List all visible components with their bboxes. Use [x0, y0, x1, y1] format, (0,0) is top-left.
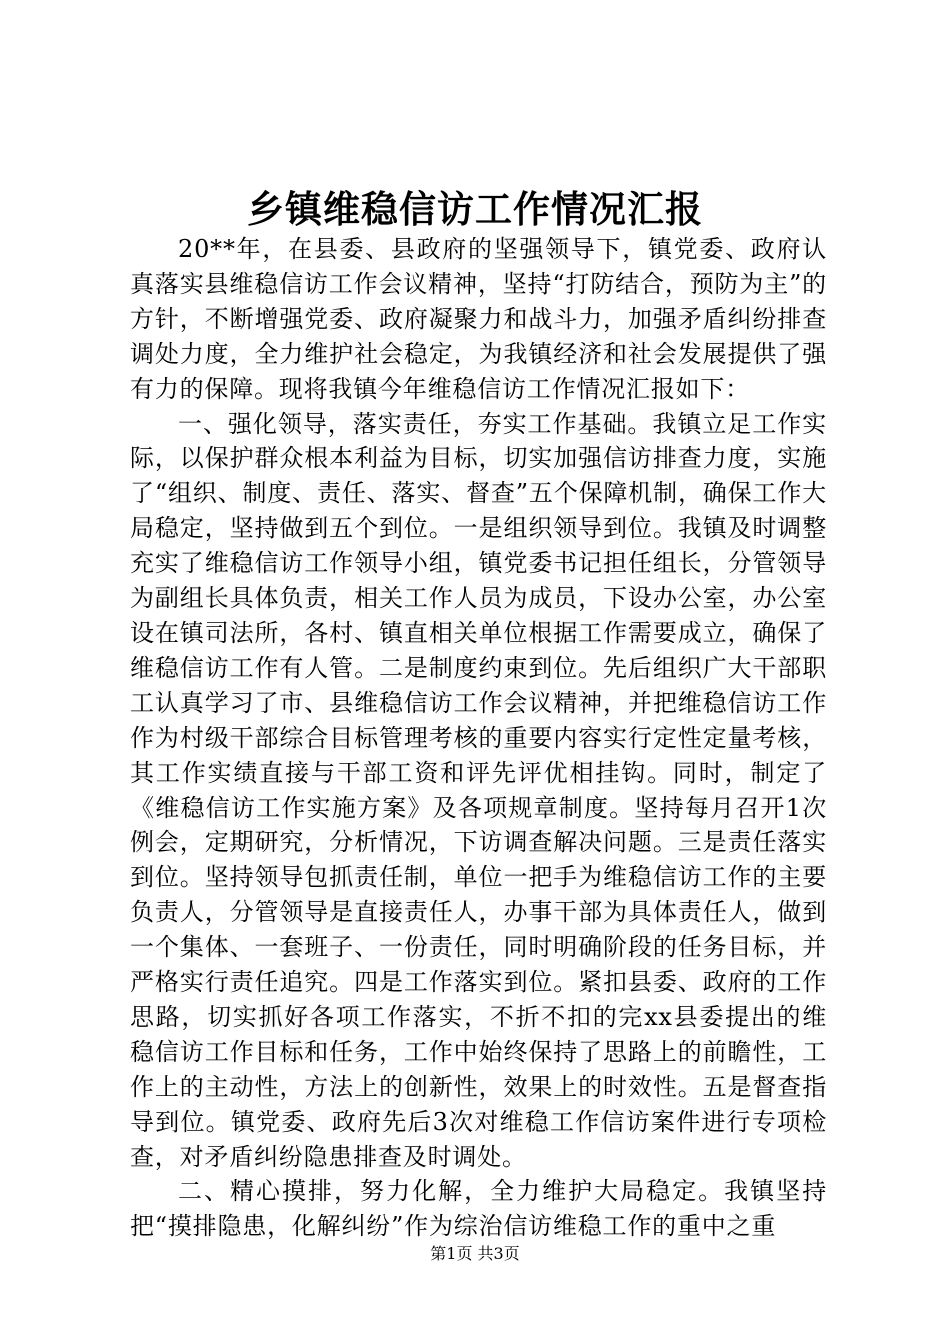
paragraph-section-2: 二、精心摸排，努力化解，全力维护大局稳定。我镇坚持把“摸排隐患，化解纠纷”作为综治信访维稳工作的重中之重 — [130, 1177, 827, 1241]
paragraph-intro: 20**年，在县委、县政府的坚强领导下，镇党委、政府认真落实县维稳信访工作会议精神，坚持“打防结合，预防为主”的方针，不断增强党委、政府凝聚力和战斗力，加强矛盾纠纷排查调处力度，全力维护社会稳定，为我镇经济和社会发展提供了强有力的保障。现将我镇今年维稳信访工作情况汇报如下： — [130, 235, 827, 403]
document-title: 乡镇维稳信访工作情况汇报 — [247, 187, 703, 231]
document-body — [130, 232, 827, 1244]
paragraph-section-1: 一、强化领导，落实责任，夯实工作基础。我镇立足工作实际，以保护群众根本利益为目标，切实加强信访排查力度，实施了“组织、制度、责任、落实、督查”五个保障机制，确保工作大局稳定，坚持做到五个到位。一是组织领导到位。我镇及时调整充实了维稳信访工作领导小组，镇党委书记担任组长，分管领导为副组长具体负责，相关工作人员为成员，下设办公室，办公室设在镇司法所，各村、镇直相关单位根据工作需要成立，确保了维稳信访工作有人管。二是制度约束到位。先后组织广大干部职工认真学习了市、县维稳信访工作会议精神，并把维稳信访工作作为村级干部综合目标管理考核的重要内容实行定性定量考核，其工作实绩直接与干部工资和评先评优相挂钩。同时，制定了《维稳信访工作实施方案》及各项规章制度。坚持每月召开1次例会，定期研究，分析情况，下访调查解决问题。三是责任落实到位。坚持领导包抓责任制，单位一把手为维稳信访工作的主要负责人，分管领导是直接责任人，办事干部为具体责任人，做到一个集体、一套班子、一份责任，同时明确阶段的任务目标，并严格实行责任追究。四是工作落实到位。紧扣县委、政府的工作思路，切实抓好各项工作落实，不折不扣的完xx县委提出的维稳信访工作目标和任务，工作中始终保持了思路上的前瞻性，工作上的主动性，方法上的创新性，效果上的时效性。五是督查指导到位。镇党委、政府先后3次对维稳工作信访案件进行专项检查，对矛盾纠纷隐患排查及时调处。 — [130, 409, 827, 1171]
page-number-footer: 第1页 共3页 — [430, 1244, 520, 1263]
